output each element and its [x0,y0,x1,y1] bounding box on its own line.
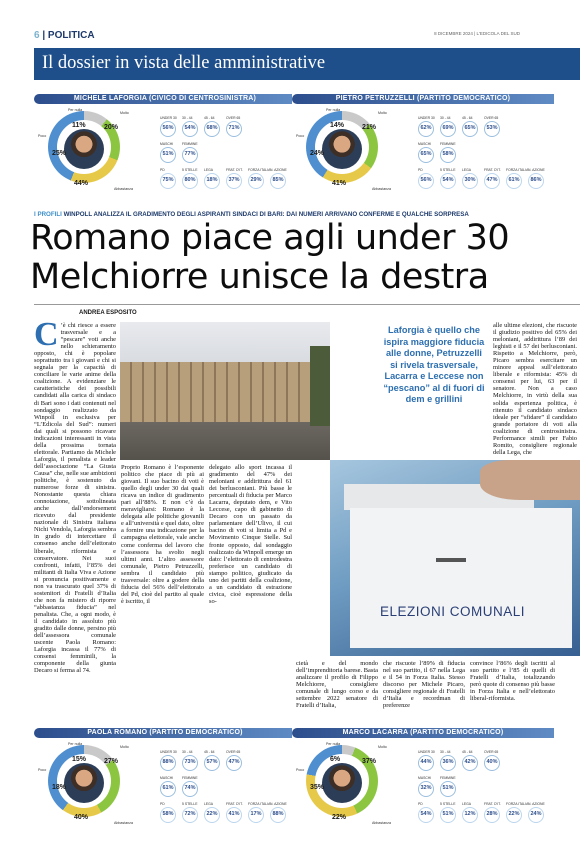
stat-circle: 54% [440,173,456,189]
stat-circle: 51% [440,781,456,797]
mini-label: LEGA [462,168,472,172]
stat-circle: 61% [160,781,176,797]
mini-label: 5 STELLE [440,802,456,806]
column-text: ’è chi riesce a essere trasversale e a “pescare” voti anche nello schieramento opposto, chi è popolare soprattutto tra i giovani e chi si segnala per la capacità di conciliare le varie anime della coalizione. A evidenziare le caratteristiche dei possibili candidati alla carica di sindaco di Bari sono i dati contenuti nel sondaggio realizzato da Winpoll in esclusiva per “L’Edicola del Sud”: numeri dai quali si possono ricavare indicazioni interessanti in vista della prossima tornata elettorale. Partiamo da Michele Laforgia, il penalista e leader dell’associazione “La Giusta Causa” che, nelle sue ambizioni politiche, è sostenuto da numerose forze di sinistra. Nonostante questa chiara connotazione, sottolineata anche dall’endorsement ricevuto dal presidente nazionale di Sinistra italiana Nichi Vendola, Laforgia sembra in grado di intercettare il consenso anche dell’elettorato liberale, riformista e conservatore. Nei suoi confronti, infatti, l’85% dei militanti di Italia Viva e Azione si pronuncia positivamente e non va trascurato quel 37% di sostenitori di Fratelli d’Italia che non fa mistero di riporre “abbastanza fiducia” nel penalista. Che, a ogni modo, è il candidato in assoluto più gradito dalle donne, persino più dell’assessora comunale uscente Paola Romano: Laforgia incassa il 77% di consensi femminili, la componente della giunta Decaro si ferma al 74. [34,322,116,675]
pct-poco: 25% [52,150,67,157]
stat-circle: 47% [226,755,242,771]
hand-shape [480,460,580,500]
poll-card [292,94,554,192]
stat-circle: 57% [204,755,220,771]
mini-label: UNDER 30 [160,116,177,120]
pct-per-nulla: 14% [330,122,345,129]
mini-label: 30 - 44 [440,116,451,120]
mini-label: 30 - 44 [182,750,193,754]
label-poco: Poco [38,768,47,772]
mini-label: N. AZIONE [270,802,287,806]
stat-circle: 36% [440,755,456,771]
stat-circle: 41% [226,807,242,823]
mini-label: FORZA ITALIA [248,802,271,806]
stat-circle: 80% [182,173,198,189]
stat-circle: 12% [462,807,478,823]
poll-card [34,728,296,826]
article-column-5: che riscuote l’89% di fiducia nel suo partito, il 67 nella Lega e il 54 in Forza Italia. Stesso discorso per Michele Picaro, consigliere regionale di Fratelli d’Italia e recordman di preferenze [383,660,465,710]
stat-circle: 22% [204,807,220,823]
mini-label: 30 - 44 [440,750,451,754]
mini-label: FEMMINE [182,776,198,780]
mini-label: LEGA [462,802,472,806]
mini-label: N. AZIONE [528,802,545,806]
stat-circle: 88% [160,755,176,771]
mini-label: FRAT. D'IT. [226,168,243,172]
tree-shape [310,346,330,426]
label-molto: Molto [378,745,387,749]
stat-circle: 17% [248,807,264,823]
stat-circle: 72% [182,807,198,823]
stat-circle: 69% [440,121,456,137]
stat-circle: 51% [440,807,456,823]
stat-circle: 37% [226,173,242,189]
page-number: 6 [34,30,40,41]
pct-per-nulla: 11% [72,122,86,129]
label-poco: Poco [38,134,47,138]
article-column-2: Proprio Romano è l’esponente politico che piace di più ai giovani. Il suo bacino di voti è quello degli under 30 dai quali ricava un indice di gradimento pari all’88%. E non c’è da meravigliarsi: Romano è la delegata alle politiche giovanili e all’università e quel dato, oltre a fornire una indicazione per la campagna elettorale, vale anche come conferma del lavoro che l’assessora ha svolto negli ultimi anni. L’altro assessore comunale, Pietro Petruzzelli, sembra il candidato più trasversale: oltre a godere della fiducia del 56% dell’elettorato del Pd, cioè del partito al quale è iscritto, il [121,464,204,605]
photo-city-hall [120,322,330,460]
stat-circle: 40% [484,755,500,771]
label-per-nulla: Per nulla [326,108,341,112]
headline-line1: Romano piace agli under 30 [30,218,510,258]
label-poco: Poco [296,768,305,772]
section-name: POLITICA [47,30,95,41]
pct-poco: 24% [310,150,325,157]
stat-circle: 32% [418,781,434,797]
label-molto: Molto [120,111,129,115]
mini-label: 5 STELLE [440,168,456,172]
stat-circle: 28% [484,807,500,823]
article-column-7: alle ultime elezioni, che riscuote il giudizio positivo del 65% dei meloniani, addirittura l’89 dei leghisti e il 57 dei berlusconiani. Rispetto a Melchiorre, però, Picaro sembra esercitare un minore appeal sull’elettorato liberale e riformista: 45% di consensi per lui, 63 per il senatore. Non a caso Melchiorre, in virtù della sua solida esperienza politica, è ritenuto il candidato sindaco ideale per “sfidare” il candidato grande portatore di voti alla coalizione di centrosinistra. Performance simili per Fabio Romito, consigliere regionale della Lega, che [493,322,577,456]
profile-kicker [34,211,469,218]
article-column-3: delegato allo sport incassa il gradimento del 47% dei meloniani e addirittura del 61 dei berlusconiani. Più basse le percentuali di fiducia per Marco Lacarra, deputato dem, e Vito Leccese, capo di gabinetto di Decaro con un passato da parlamentare dell’Ulivo, il cui bacino di voti si limita a Pd e Movimento Cinque Stelle. Sul fronte opposto, dal sondaggio realizzato da Winpoll emerge un dato: l’elettorato di centrodestra preferisce un candidato di stampo politico, giudicato da uno dei partiti della coalizione, a un candidato di estrazione civica, cioè espressione della so- [209,464,292,605]
pct-molto: 27% [104,758,119,765]
pct-abbastanza: 44% [74,180,89,187]
mini-label: MASCHI [418,142,432,146]
card-title: MARCO LACARRA (PARTITO DEMOCRATICO) [292,728,554,738]
mini-label: OVER 65 [484,750,499,754]
mini-label: MASCHI [160,142,174,146]
mini-label: LEGA [204,802,214,806]
candidate-portrait [322,129,362,169]
stat-circle: 61% [506,173,522,189]
stat-circle: 74% [182,781,198,797]
card-title: MICHELE LAFORGIA (CIVICO DI CENTROSINISTRA) [34,94,296,104]
stat-circle: 24% [528,807,544,823]
mini-label: N. AZIONE [528,168,545,172]
stat-circle: 75% [160,173,176,189]
pct-abbastanza: 41% [332,180,347,187]
candidate-portrait [64,129,104,169]
mini-label: OVER 65 [226,750,241,754]
label-per-nulla: Per nulla [326,742,341,746]
mini-label: OVER 65 [226,116,241,120]
date-line: 8 DICEMBRE 2024 | L'EDICOLA DEL SUD [434,31,520,36]
stat-circle: 58% [160,807,176,823]
stat-circle: 86% [528,173,544,189]
stat-circle: 88% [270,807,286,823]
page-header [0,0,580,48]
mini-label: MASCHI [160,776,174,780]
label-molto: Molto [378,111,387,115]
stat-circle: 54% [418,807,434,823]
stat-circle: 42% [462,755,478,771]
mini-label: FEMMINE [440,142,456,146]
stat-circle: 77% [182,147,198,163]
stat-circle: 73% [182,755,198,771]
mini-label: FORZA ITALIA [248,168,271,172]
pct-molto: 21% [362,124,377,131]
stat-circle: 47% [484,173,500,189]
mini-label: PD [160,802,165,806]
label-abbastanza: Abbastanza [372,187,391,191]
pull-quote: Laforgia è quello che ispira maggiore fiducia alle donne, Petruzzelli si rivela trasversale, Lacarra e Leccese non “pescano” al di fuori di dem e grillini [383,325,485,404]
candidate-portrait [322,763,362,803]
dossier-band [34,48,580,80]
stat-circle: 30% [462,173,478,189]
label-abbastanza: Abbastanza [114,821,133,825]
stat-circle: 54% [182,121,198,137]
stat-circle: 68% [204,121,220,137]
stat-circle: 51% [160,147,176,163]
pct-per-nulla: 15% [72,756,87,763]
band-title: Il dossier in vista delle amministrative [42,53,326,73]
mini-label: UNDER 30 [160,750,177,754]
divider [34,304,580,305]
mini-label: LEGA [204,168,214,172]
card-title: PIETRO PETRUZZELLI (PARTITO DEMOCRATICO) [292,94,554,104]
label-abbastanza: Abbastanza [114,187,133,191]
profile-text: WINPOLL ANALIZZA IL GRADIMENTO DEGLI ASPIRANTI SINDACI DI BARI: DAI NUMERI ARRIVANO CONFERME E QUALCHE SORPRESA [63,211,469,218]
author: ANDREA ESPOSITO [79,310,137,316]
pct-molto: 20% [104,124,119,131]
label-poco: Poco [296,134,305,138]
card-title: PAOLA ROMANO (PARTITO DEMOCRATICO) [34,728,296,738]
mini-label: FORZA ITALIA [506,168,529,172]
stat-circle: 53% [484,121,500,137]
article-column-1 [34,322,116,729]
mini-label: 5 STELLE [182,168,198,172]
stat-circle: 85% [270,173,286,189]
ballot-slot [436,558,466,562]
mini-label: FRAT. D'IT. [484,802,501,806]
mini-label: 45 - 64 [462,750,473,754]
stat-circle: 44% [418,755,434,771]
stat-circle: 22% [506,807,522,823]
mini-label: 30 - 44 [182,116,193,120]
label-per-nulla: Per nulla [68,742,83,746]
poll-card [292,728,554,826]
stat-circle: 62% [418,121,434,137]
mini-label: FEMMINE [182,142,198,146]
paper-name: L'EDICOLA DEL SUD [476,31,520,36]
stat-circle: 58% [440,147,456,163]
pct-abbastanza: 40% [74,814,89,821]
mini-label: 5 STELLE [182,802,198,806]
stat-circle: 18% [204,173,220,189]
stat-circle: 65% [418,147,434,163]
ballot-box [350,508,572,648]
stat-circle: 65% [462,121,478,137]
mini-label: 45 - 64 [204,116,215,120]
pct-per-nulla: 6% [330,756,341,763]
stat-circle: 71% [226,121,242,137]
date: 8 DICEMBRE 2024 [434,31,473,36]
stat-circle: 56% [160,121,176,137]
stat-circle: 56% [418,173,434,189]
profile-tag: I PROFILI [34,211,62,218]
label-per-nulla: Per nulla [68,108,83,112]
drop-cap: C [34,322,59,353]
mini-label: PD [160,168,165,172]
mini-label: FRAT. D'IT. [484,168,501,172]
building-shape [120,362,310,422]
candidate-portrait [64,763,104,803]
mini-label: PD [418,802,423,806]
mini-label: FORZA ITALIA [506,802,529,806]
poll-card [34,94,296,192]
mini-label: N. AZIONE [270,168,287,172]
mini-label: PD [418,168,423,172]
mini-label: FRAT. D'IT. [226,802,243,806]
mini-label: 45 - 64 [204,750,215,754]
pct-poco: 18% [52,784,67,791]
ballot-box-text: ELEZIONI COMUNALI [380,604,526,619]
pct-poco: 35% [310,784,325,791]
pct-molto: 37% [362,758,377,765]
mini-label: UNDER 30 [418,750,435,754]
pct-abbastanza: 22% [332,814,347,821]
mini-label: OVER 65 [484,116,499,120]
section-label: 6 | POLITICA [34,30,95,41]
article-column-4: cietà e del mondo dell’imprenditoria barese. Basta analizzare il profilo di Filippo Melchiorre, consigliere comunale di lungo corso e da settembre 2022 senatore di Fratelli d’Italia, [296,660,378,710]
article-column-6: convince l’86% degli iscritti al suo partito e l’85 di quelli di Fratelli d’Italia, totalizzando però quote di consenso più basse in Forza Italia e nell’elettorato liberal-riformista. [470,660,555,703]
mini-label: UNDER 30 [418,116,435,120]
label-abbastanza: Abbastanza [372,821,391,825]
mini-label: FEMMINE [440,776,456,780]
stat-circle: 29% [248,173,264,189]
photo-ballot-box [330,460,580,656]
mini-label: 45 - 64 [462,116,473,120]
headline-line2: Melchiorre unisce la destra [30,257,489,297]
label-molto: Molto [120,745,129,749]
mini-label: MASCHI [418,776,432,780]
